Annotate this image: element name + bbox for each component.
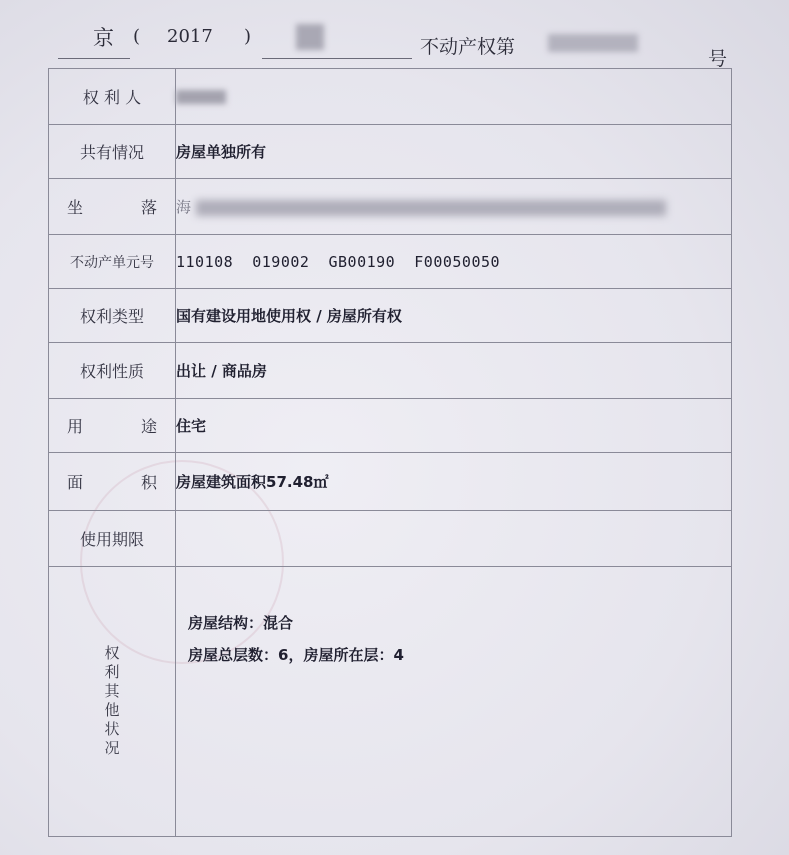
label-area: 面 积 (49, 453, 176, 511)
table-row (49, 453, 732, 511)
value-location: 海 (176, 179, 732, 235)
label-term: 使用期限 (49, 511, 176, 567)
cert-number-prefix: 不动产权第 (420, 36, 516, 58)
certificate-header (0, 18, 789, 70)
value-other (176, 567, 732, 837)
table-row (49, 235, 732, 289)
label-other (49, 567, 176, 837)
table-row (49, 179, 732, 235)
table-row (49, 69, 732, 125)
redacted-block (548, 34, 638, 52)
redacted-block (176, 90, 226, 104)
table-row (49, 125, 732, 179)
underline (262, 58, 412, 59)
cert-number-suffix: 号 (708, 48, 728, 70)
redacted-block (196, 200, 666, 216)
table-row (49, 399, 732, 453)
right-paren: ) (244, 26, 252, 47)
table-row (49, 289, 732, 343)
registration-table (48, 68, 732, 837)
cert-year: 2017 (167, 26, 213, 47)
underline (58, 58, 130, 59)
structure-line: 房屋结构：混合 (188, 614, 294, 632)
redacted-block (296, 24, 324, 50)
label-unit-no: 不动产单元号 (49, 235, 176, 289)
value-share: 房屋单独所有 (176, 125, 732, 179)
value-right-type: 国有建设用地使用权 / 房屋所有权 (176, 289, 732, 343)
region-char: 京 (93, 26, 114, 50)
floors-line: 房屋总层数：6，房屋所在层：4 (188, 646, 404, 664)
value-area: 房屋建筑面积57.48㎡ (176, 453, 732, 511)
value-owner (176, 69, 732, 125)
value-right-nature: 出让 / 商品房 (176, 343, 732, 399)
label-right-nature: 权利性质 (49, 343, 176, 399)
value-unit-no: 110108 019002 GB00190 F00050050 (176, 235, 732, 289)
table-row (49, 511, 732, 567)
label-owner: 权 利 人 (49, 69, 176, 125)
label-usage: 用 途 (49, 399, 176, 453)
label-location: 坐 落 (49, 179, 176, 235)
value-usage: 住宅 (176, 399, 732, 453)
label-right-type: 权利类型 (49, 289, 176, 343)
table-row (49, 343, 732, 399)
other-status-label: 权利其他状况 (102, 644, 121, 759)
label-share: 共有情况 (49, 125, 176, 179)
table-row (49, 567, 732, 837)
left-paren: ( (133, 26, 141, 47)
value-term (176, 511, 732, 567)
